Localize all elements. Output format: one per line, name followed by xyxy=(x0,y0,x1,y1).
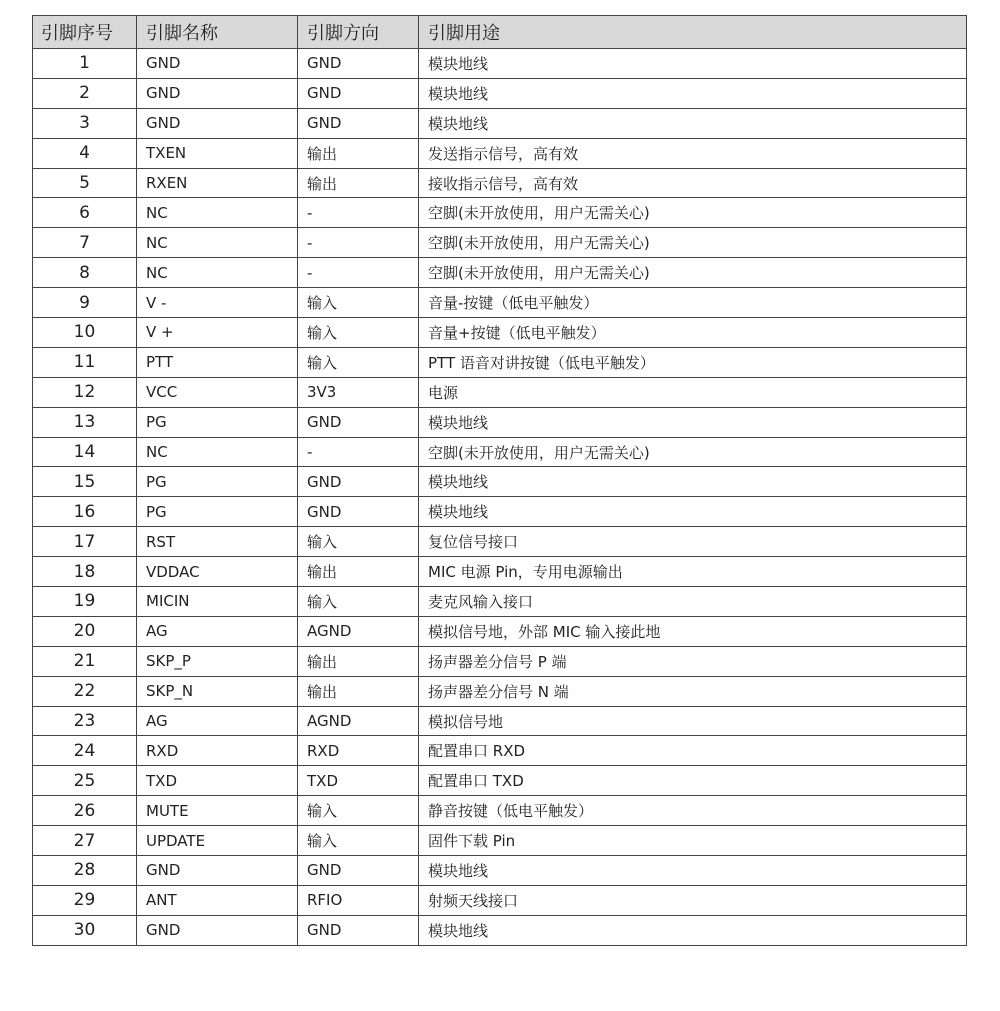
pin-name-cell: AG xyxy=(137,706,298,736)
pin-usage-cell: 模块地线 xyxy=(419,856,967,886)
pin-number-cell: 9 xyxy=(33,288,137,318)
pin-usage-cell: 模拟信号地 xyxy=(419,706,967,736)
pin-direction-cell: GND xyxy=(298,407,419,437)
pin-direction-cell: 输出 xyxy=(298,557,419,587)
pin-number-cell: 8 xyxy=(33,258,137,288)
pin-direction-cell: 输出 xyxy=(298,646,419,676)
pin-number-cell: 23 xyxy=(33,706,137,736)
table-row xyxy=(33,527,967,557)
pin-name-cell: PTT xyxy=(137,347,298,377)
pin-number-cell: 21 xyxy=(33,646,137,676)
table-body xyxy=(33,49,967,946)
pin-direction-cell: 输入 xyxy=(298,318,419,348)
pin-number-cell: 4 xyxy=(33,138,137,168)
pin-usage-cell: 配置串口 RXD xyxy=(419,736,967,766)
pin-number-cell: 28 xyxy=(33,856,137,886)
pin-usage-cell: 模块地线 xyxy=(419,49,967,79)
pin-name-cell: NC xyxy=(137,198,298,228)
table-row xyxy=(33,377,967,407)
header-pin-number: 引脚序号 xyxy=(33,16,137,49)
pin-usage-cell: 空脚(未开放使用，用户无需关心) xyxy=(419,437,967,467)
pin-number-cell: 18 xyxy=(33,557,137,587)
table-row xyxy=(33,646,967,676)
table-row xyxy=(33,766,967,796)
pin-usage-cell: 电源 xyxy=(419,377,967,407)
pin-name-cell: GND xyxy=(137,108,298,138)
table-row xyxy=(33,856,967,886)
table-row xyxy=(33,288,967,318)
table-row xyxy=(33,49,967,79)
pin-name-cell: MUTE xyxy=(137,796,298,826)
pin-direction-cell: GND xyxy=(298,497,419,527)
pin-number-cell: 3 xyxy=(33,108,137,138)
pin-usage-cell: 音量+按键（低电平触发） xyxy=(419,318,967,348)
table-row xyxy=(33,258,967,288)
table-row xyxy=(33,915,967,945)
pin-number-cell: 15 xyxy=(33,467,137,497)
pin-usage-cell: 射频天线接口 xyxy=(419,885,967,915)
pin-number-cell: 22 xyxy=(33,676,137,706)
pin-usage-cell: 模块地线 xyxy=(419,497,967,527)
pin-number-cell: 26 xyxy=(33,796,137,826)
pin-usage-cell: 模块地线 xyxy=(419,915,967,945)
table-row xyxy=(33,557,967,587)
pin-name-cell: NC xyxy=(137,258,298,288)
table-row xyxy=(33,885,967,915)
table-row xyxy=(33,796,967,826)
pin-name-cell: PG xyxy=(137,497,298,527)
pin-usage-cell: 模块地线 xyxy=(419,108,967,138)
pin-direction-cell: GND xyxy=(298,49,419,79)
pin-number-cell: 17 xyxy=(33,527,137,557)
pin-usage-cell: 空脚(未开放使用，用户无需关心) xyxy=(419,258,967,288)
pin-number-cell: 14 xyxy=(33,437,137,467)
table-row xyxy=(33,826,967,856)
pin-name-cell: TXD xyxy=(137,766,298,796)
pin-direction-cell: RXD xyxy=(298,736,419,766)
table-row xyxy=(33,347,967,377)
pin-name-cell: NC xyxy=(137,228,298,258)
pin-name-cell: SKP_P xyxy=(137,646,298,676)
pin-number-cell: 6 xyxy=(33,198,137,228)
pin-name-cell: RXEN xyxy=(137,168,298,198)
pin-name-cell: GND xyxy=(137,78,298,108)
pin-usage-cell: 模块地线 xyxy=(419,467,967,497)
pin-name-cell: VDDAC xyxy=(137,557,298,587)
table-row xyxy=(33,407,967,437)
pin-number-cell: 7 xyxy=(33,228,137,258)
pin-name-cell: SKP_N xyxy=(137,676,298,706)
pin-usage-cell: 模块地线 xyxy=(419,78,967,108)
pin-direction-cell: GND xyxy=(298,78,419,108)
pin-number-cell: 30 xyxy=(33,915,137,945)
pin-direction-cell: RFIO xyxy=(298,885,419,915)
table-row xyxy=(33,78,967,108)
pin-number-cell: 12 xyxy=(33,377,137,407)
pin-name-cell: GND xyxy=(137,915,298,945)
pin-usage-cell: 扬声器差分信号 P 端 xyxy=(419,646,967,676)
pin-name-cell: RXD xyxy=(137,736,298,766)
pin-direction-cell: 输入 xyxy=(298,347,419,377)
header-row xyxy=(33,16,967,49)
pin-direction-cell: - xyxy=(298,258,419,288)
table-row xyxy=(33,616,967,646)
pin-usage-cell: 固件下载 Pin xyxy=(419,826,967,856)
table-row xyxy=(33,138,967,168)
pin-name-cell: ANT xyxy=(137,885,298,915)
pin-number-cell: 27 xyxy=(33,826,137,856)
table-row xyxy=(33,497,967,527)
pin-direction-cell: - xyxy=(298,228,419,258)
pin-usage-cell: 配置串口 TXD xyxy=(419,766,967,796)
pin-direction-cell: 输入 xyxy=(298,796,419,826)
pin-direction-cell: 输出 xyxy=(298,138,419,168)
table-row xyxy=(33,108,967,138)
pin-name-cell: GND xyxy=(137,49,298,79)
pin-direction-cell: AGND xyxy=(298,706,419,736)
pin-usage-cell: 模拟信号地，外部 MIC 输入接此地 xyxy=(419,616,967,646)
pin-direction-cell: 输出 xyxy=(298,676,419,706)
pin-direction-cell: 输出 xyxy=(298,168,419,198)
table-row xyxy=(33,318,967,348)
pin-direction-cell: GND xyxy=(298,915,419,945)
pin-number-cell: 19 xyxy=(33,587,137,617)
table-row xyxy=(33,587,967,617)
pin-usage-cell: 复位信号接口 xyxy=(419,527,967,557)
pin-name-cell: UPDATE xyxy=(137,826,298,856)
pin-name-cell: V + xyxy=(137,318,298,348)
pin-number-cell: 1 xyxy=(33,49,137,79)
pin-usage-cell: 麦克风输入接口 xyxy=(419,587,967,617)
table-row xyxy=(33,168,967,198)
pin-usage-cell: 音量-按键（低电平触发） xyxy=(419,288,967,318)
pin-direction-cell: - xyxy=(298,198,419,228)
pin-name-cell: PG xyxy=(137,407,298,437)
pin-name-cell: GND xyxy=(137,856,298,886)
pin-number-cell: 10 xyxy=(33,318,137,348)
header-pin-usage: 引脚用途 xyxy=(419,16,967,49)
pin-direction-cell: 输入 xyxy=(298,527,419,557)
pin-name-cell: TXEN xyxy=(137,138,298,168)
pin-usage-cell: 接收指示信号，高有效 xyxy=(419,168,967,198)
pin-direction-cell: 输入 xyxy=(298,587,419,617)
pin-number-cell: 24 xyxy=(33,736,137,766)
pin-definition-table xyxy=(32,15,967,946)
pin-number-cell: 29 xyxy=(33,885,137,915)
header-pin-direction: 引脚方向 xyxy=(298,16,419,49)
pin-direction-cell: 输入 xyxy=(298,826,419,856)
pin-number-cell: 5 xyxy=(33,168,137,198)
pin-usage-cell: 发送指示信号，高有效 xyxy=(419,138,967,168)
pin-direction-cell: AGND xyxy=(298,616,419,646)
pin-number-cell: 16 xyxy=(33,497,137,527)
pin-number-cell: 2 xyxy=(33,78,137,108)
pin-name-cell: NC xyxy=(137,437,298,467)
table-row xyxy=(33,676,967,706)
pin-usage-cell: 空脚(未开放使用，用户无需关心) xyxy=(419,228,967,258)
pin-direction-cell: GND xyxy=(298,856,419,886)
pin-name-cell: AG xyxy=(137,616,298,646)
header-pin-name: 引脚名称 xyxy=(137,16,298,49)
pin-usage-cell: 模块地线 xyxy=(419,407,967,437)
pin-direction-cell: GND xyxy=(298,467,419,497)
pin-direction-cell: 3V3 xyxy=(298,377,419,407)
pin-name-cell: VCC xyxy=(137,377,298,407)
pin-usage-cell: 静音按键（低电平触发） xyxy=(419,796,967,826)
pin-name-cell: V - xyxy=(137,288,298,318)
pin-name-cell: MICIN xyxy=(137,587,298,617)
pin-usage-cell: 扬声器差分信号 N 端 xyxy=(419,676,967,706)
pin-number-cell: 13 xyxy=(33,407,137,437)
pin-number-cell: 25 xyxy=(33,766,137,796)
pin-direction-cell: GND xyxy=(298,108,419,138)
table-row xyxy=(33,228,967,258)
pin-usage-cell: MIC 电源 Pin，专用电源输出 xyxy=(419,557,967,587)
table-row xyxy=(33,467,967,497)
pin-direction-cell: TXD xyxy=(298,766,419,796)
pin-name-cell: RST xyxy=(137,527,298,557)
pin-usage-cell: 空脚(未开放使用，用户无需关心) xyxy=(419,198,967,228)
table-row xyxy=(33,198,967,228)
pin-number-cell: 11 xyxy=(33,347,137,377)
pin-direction-cell: 输入 xyxy=(298,288,419,318)
pin-usage-cell: PTT 语音对讲按键（低电平触发） xyxy=(419,347,967,377)
pin-number-cell: 20 xyxy=(33,616,137,646)
table-row xyxy=(33,706,967,736)
pin-name-cell: PG xyxy=(137,467,298,497)
table-row xyxy=(33,437,967,467)
table-row xyxy=(33,736,967,766)
pin-direction-cell: - xyxy=(298,437,419,467)
